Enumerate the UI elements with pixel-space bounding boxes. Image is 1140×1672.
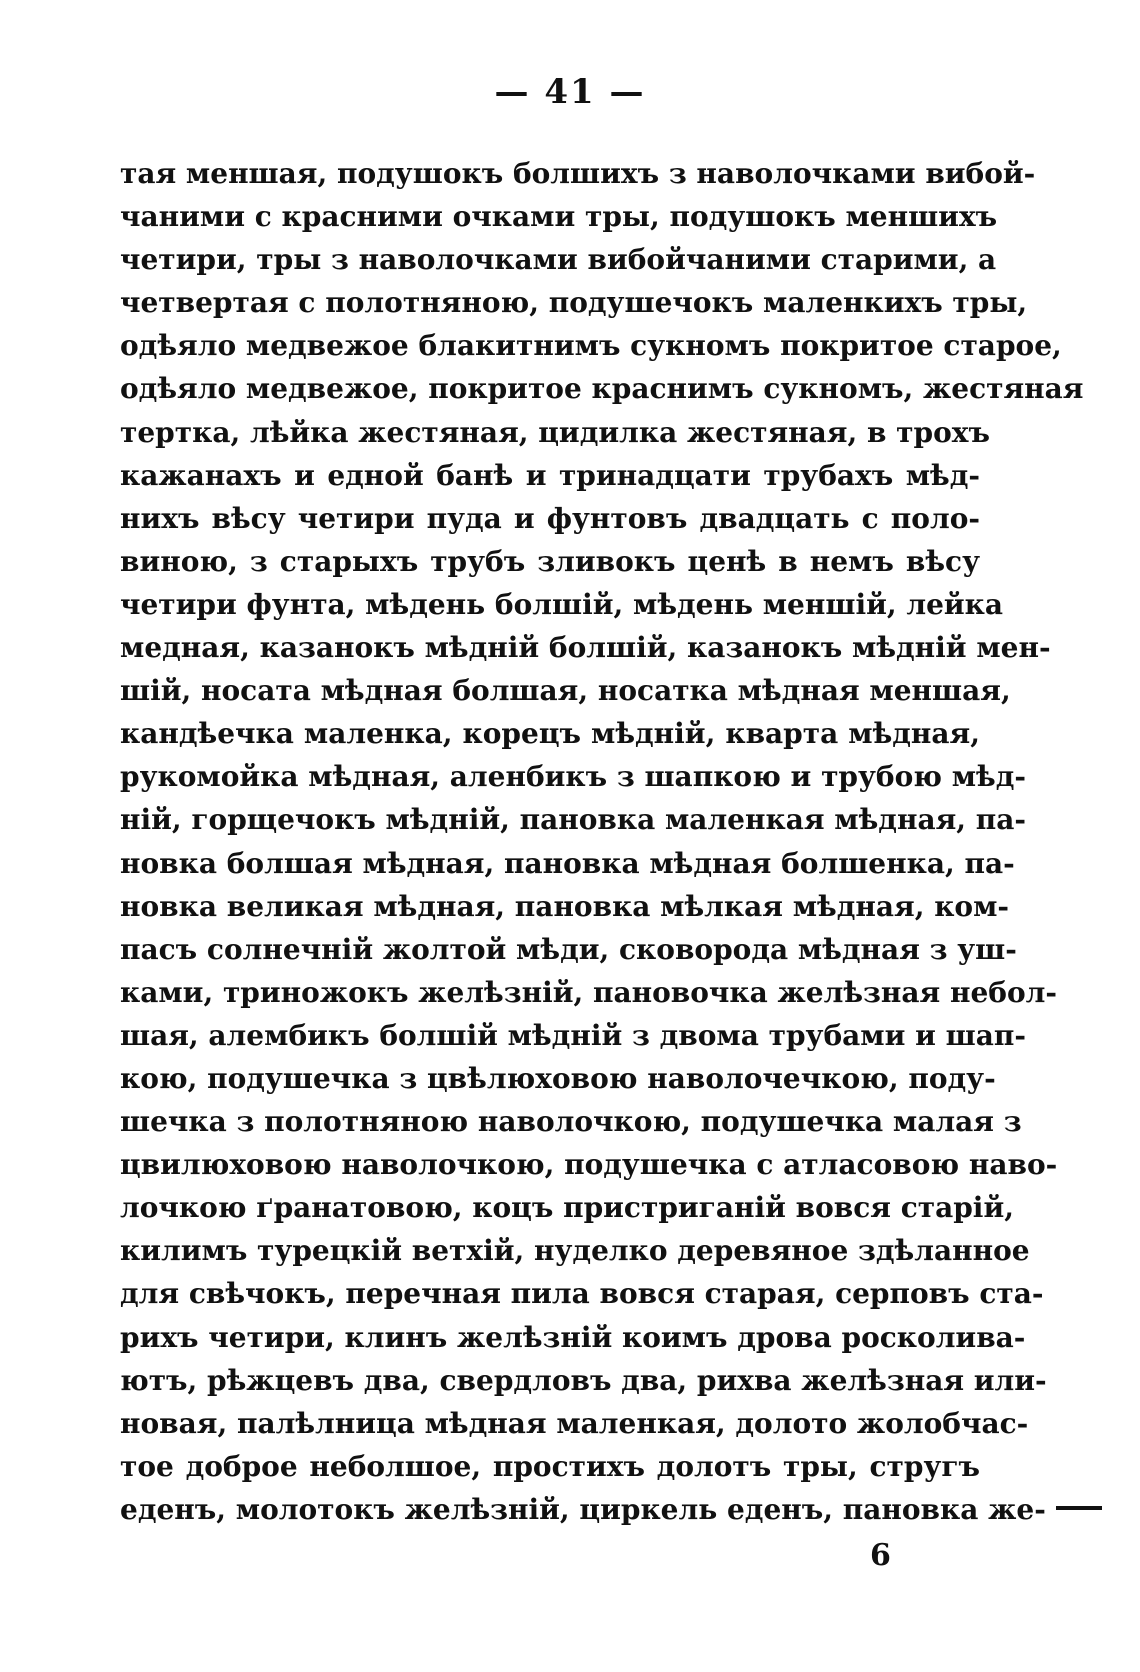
- text-line: новка великая мѣдная, пановка мѣлкая мѣдная, ком-: [120, 889, 1010, 923]
- text-line: четири фунта, мѣдень болшій, мѣдень меншій, лейка: [120, 587, 1004, 621]
- text-line: ютъ, рѣжцевъ два, свердловъ два, рихва желѣзная или-: [120, 1363, 1047, 1397]
- text-line: цвилюховою наволочкою, подушечка с атласовою наво-: [120, 1148, 1058, 1182]
- text-line: шая, алембикъ болшій мѣдній з двома трубами и шап-: [120, 1018, 1026, 1052]
- text-line: рукомойка мѣдная, аленбикъ з шапкою и трубою мѣд-: [120, 760, 1027, 794]
- text-line: четвертая с полотняною, подушечокъ маленкихъ тры,: [120, 286, 1028, 320]
- margin-dash: [1056, 1506, 1102, 1510]
- text-line: еденъ, молотокъ желѣзній, циркель еденъ, пановка же-: [120, 1492, 1046, 1526]
- text-line: виною, з старыхъ трубъ зливокъ ценѣ в немъ вѣсу: [120, 544, 980, 578]
- signature-mark: 6: [870, 1538, 891, 1573]
- text-line: кандѣечка маленка, корецъ мѣдній, кварта мѣдная,: [120, 717, 980, 751]
- page-number: — 41 —: [494, 72, 646, 112]
- text-line: кою, подушечка з цвѣлюховою наволочечкою, поду-: [120, 1061, 996, 1095]
- text-line: новая, палѣлница мѣдная маленкая, долото жолобчас-: [120, 1406, 1029, 1440]
- body-text: [120, 152, 1084, 1531]
- text-line: ній, горщечокъ мѣдній, пановка маленкая мѣдная, па-: [120, 803, 1027, 837]
- text-line: тертка, лѣйка жестяная, цидилка жестяная, в трохъ: [120, 415, 990, 449]
- text-line: лочкою ґранатовою, коцъ пристриганій вовся старій,: [120, 1191, 1014, 1225]
- text-line: рихъ четири, клинъ желѣзній коимъ дрова росколива-: [120, 1320, 1026, 1354]
- text-line: ками, триножокъ желѣзній, пановочка желѣзная небол-: [120, 975, 1058, 1009]
- text-line: для свѣчокъ, перечная пила вовся старая, серповъ ста-: [120, 1277, 1044, 1311]
- text-line: четири, тры з наволочками вибойчаними старими, а: [120, 243, 997, 277]
- text-line: тое доброе неболшое, простихъ долотъ тры, стругъ: [120, 1449, 980, 1483]
- text-line: шій, носата мѣдная болшая, носатка мѣдная меншая,: [120, 674, 1011, 708]
- text-line: новка болшая мѣдная, пановка мѣдная болшенка, па-: [120, 846, 1015, 880]
- text-line: одѣяло медвежое блакитнимъ сукномъ покритое старое,: [120, 329, 1062, 363]
- text-line: чаними с красними очками тры, подушокъ меншихъ: [120, 200, 998, 234]
- text-line: медная, казанокъ мѣдній болшій, казанокъ мѣдній мен-: [120, 631, 1051, 665]
- text-line: пасъ солнечній жолтой мѣди, сковорода мѣдная з уш-: [120, 932, 1017, 966]
- text-line: нихъ вѣсу четири пуда и фунтовъ двадцать с поло-: [120, 501, 980, 535]
- text-line: тая меншая, подушокъ болшихъ з наволочками вибой-: [120, 157, 1036, 190]
- text-line: килимъ турецкій ветхій, нуделко деревяное здѣланное: [120, 1234, 1030, 1268]
- text-line: одѣяло медвежое, покритое краснимъ сукномъ, жестяная: [120, 372, 1084, 406]
- text-line: кажанахъ и едной банѣ и тринадцати трубахъ мѣд-: [120, 458, 980, 492]
- text-line: шечка з полотняною наволочкою, подушечка малая з: [120, 1105, 1022, 1139]
